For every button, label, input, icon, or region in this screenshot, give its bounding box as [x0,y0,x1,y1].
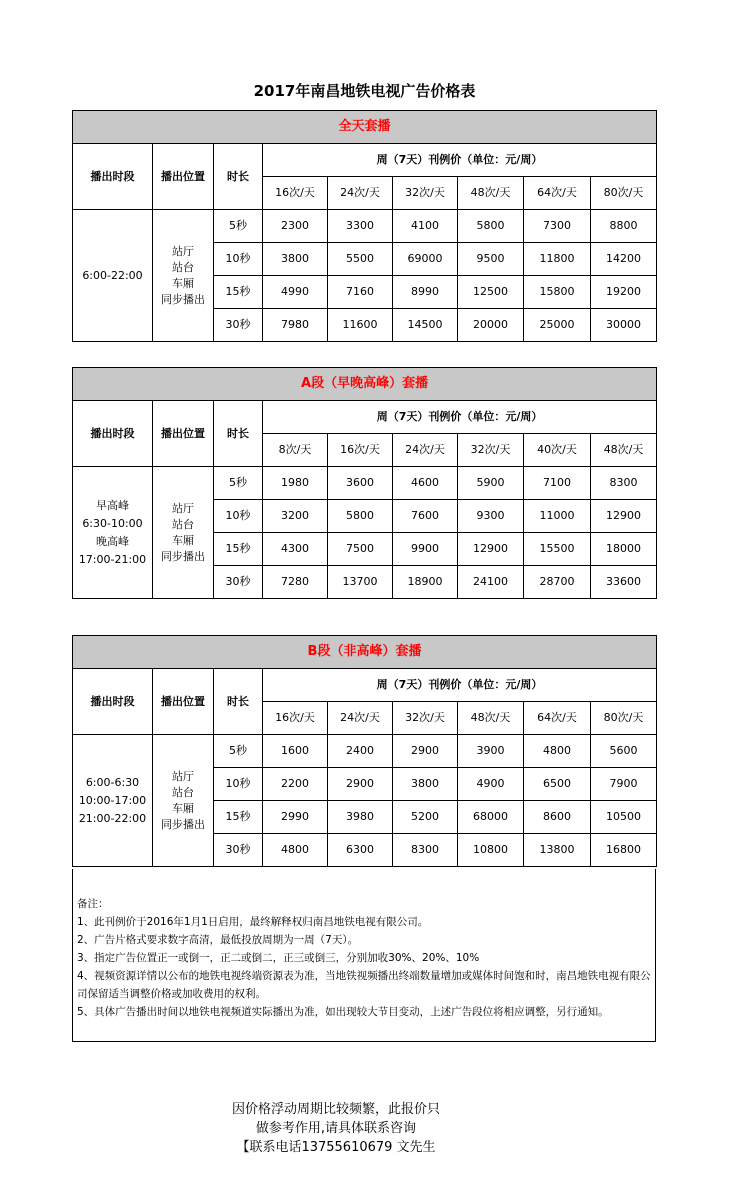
frequency-header: 64次/天 [524,702,591,735]
note-item: 1、此刊例价于2016年1月1日启用，最终解释权归南昌地铁电视有限公司。 [77,916,429,928]
price-cell: 69000 [393,243,458,276]
price-header: 周（7天）刊例价（单位：元/周） [263,401,657,434]
position-line: 站厅 [172,244,194,258]
price-cell: 9300 [458,500,524,533]
price-table-off-peak [72,635,657,867]
price-cell: 3300 [328,210,393,243]
position-line: 站厅 [172,769,194,783]
position-cell [153,735,214,867]
price-cell: 9500 [458,243,524,276]
position-line: 同步播出 [161,817,205,831]
price-cell: 3800 [393,768,458,801]
frequency-header: 16次/天 [328,434,393,467]
position-line: 车厢 [172,801,194,815]
position-line: 站台 [172,260,194,274]
price-cell: 5900 [458,467,524,500]
price-cell: 2300 [263,210,328,243]
time-line: 17:00-21:00 [78,552,147,566]
notes-heading: 备注： [77,898,109,910]
duration-cell: 15秒 [214,801,263,834]
price-cell: 15800 [524,276,591,309]
price-cell: 4600 [393,467,458,500]
price-cell: 7280 [263,566,328,599]
package-title: A段（早晚高峰）套播 [73,368,657,401]
price-cell: 10500 [591,801,657,834]
footer-contact [0,1100,672,1157]
price-cell: 12900 [458,533,524,566]
time-line: 晚高峰 [96,534,129,548]
price-cell: 3800 [263,243,328,276]
price-cell: 4900 [458,768,524,801]
price-cell: 11000 [524,500,591,533]
period-header: 播出时段 [73,401,153,467]
period-header: 播出时段 [73,144,153,210]
time-line: 6:00-22:00 [82,268,143,282]
price-table-peak [72,367,657,599]
price-cell: 8300 [393,834,458,867]
frequency-header: 32次/天 [458,434,524,467]
price-cell: 7600 [393,500,458,533]
duration-header: 时长 [214,401,263,467]
price-cell: 8300 [591,467,657,500]
price-cell: 11600 [328,309,393,342]
position-line: 站厅 [172,501,194,515]
price-cell: 5800 [328,500,393,533]
price-cell: 5500 [328,243,393,276]
price-cell: 7900 [591,768,657,801]
position-header: 播出位置 [153,669,214,735]
price-cell: 19200 [591,276,657,309]
price-cell: 5200 [393,801,458,834]
price-cell: 7300 [524,210,591,243]
footer-contact-line: 【联系电话13755610679 文先生 [236,1140,436,1155]
package-title: 全天套播 [73,111,657,144]
duration-cell: 30秒 [214,566,263,599]
price-cell: 3200 [263,500,328,533]
price-cell: 9900 [393,533,458,566]
price-cell: 7100 [524,467,591,500]
price-table-all-day [72,110,657,342]
price-cell: 2900 [328,768,393,801]
position-line: 同步播出 [161,292,205,306]
price-cell: 8800 [591,210,657,243]
price-cell: 12900 [591,500,657,533]
frequency-header: 40次/天 [524,434,591,467]
position-header: 播出位置 [153,144,214,210]
price-cell: 7980 [263,309,328,342]
price-cell: 11800 [524,243,591,276]
note-item: 5、具体广告播出时间以地铁电视频道实际播出为准，如出现较大节目变动，上述广告段位将相应调整，另行通知。 [77,1006,609,1018]
position-line: 站台 [172,517,194,531]
frequency-header: 8次/天 [263,434,328,467]
frequency-header: 16次/天 [263,177,328,210]
price-cell: 8600 [524,801,591,834]
price-cell: 4800 [524,735,591,768]
footer-line: 做参考作用,请具体联系咨询 [255,1121,417,1136]
time-slot [73,467,153,599]
price-cell: 2900 [393,735,458,768]
frequency-header: 48次/天 [458,177,524,210]
frequency-header: 32次/天 [393,702,458,735]
price-cell: 2200 [263,768,328,801]
position-header: 播出位置 [153,401,214,467]
position-cell [153,467,214,599]
price-cell: 10800 [458,834,524,867]
notes-box [72,869,656,1042]
duration-cell: 5秒 [214,210,263,243]
duration-header: 时长 [214,144,263,210]
time-line: 6:00-6:30 [85,775,140,789]
frequency-header: 80次/天 [591,177,657,210]
price-cell: 7500 [328,533,393,566]
price-cell: 16800 [591,834,657,867]
price-cell: 4100 [393,210,458,243]
position-line: 同步播出 [161,549,205,563]
position-line: 车厢 [172,533,194,547]
price-cell: 3900 [458,735,524,768]
duration-cell: 5秒 [214,735,263,768]
price-cell: 68000 [458,801,524,834]
position-line: 车厢 [172,276,194,290]
duration-cell: 30秒 [214,309,263,342]
frequency-header: 16次/天 [263,702,328,735]
price-cell: 6500 [524,768,591,801]
price-cell: 25000 [524,309,591,342]
price-cell: 3600 [328,467,393,500]
price-cell: 4300 [263,533,328,566]
price-cell: 24100 [458,566,524,599]
price-cell: 3980 [328,801,393,834]
price-cell: 30000 [591,309,657,342]
position-cell [153,210,214,342]
note-item: 3、指定广告位置正一或倒一，正二或倒二，正三或倒三，分别加收30%、20%、10% [77,952,480,964]
duration-cell: 10秒 [214,768,263,801]
price-cell: 33600 [591,566,657,599]
price-cell: 2400 [328,735,393,768]
price-cell: 18900 [393,566,458,599]
frequency-header: 24次/天 [393,434,458,467]
price-cell: 18000 [591,533,657,566]
price-cell: 2990 [263,801,328,834]
price-cell: 1980 [263,467,328,500]
price-cell: 20000 [458,309,524,342]
note-item: 2、广告片格式要求数字高清，最低投放周期为一周（7天）。 [77,934,359,946]
duration-header: 时长 [214,669,263,735]
position-line: 站台 [172,785,194,799]
frequency-header: 32次/天 [393,177,458,210]
frequency-header: 24次/天 [328,702,393,735]
price-cell: 5600 [591,735,657,768]
frequency-header: 80次/天 [591,702,657,735]
price-cell: 8990 [393,276,458,309]
price-cell: 28700 [524,566,591,599]
price-cell: 13800 [524,834,591,867]
page-title: 2017年南昌地铁电视广告价格表 [253,82,476,100]
price-cell: 14200 [591,243,657,276]
duration-cell: 10秒 [214,243,263,276]
duration-cell: 15秒 [214,276,263,309]
duration-cell: 15秒 [214,533,263,566]
duration-cell: 10秒 [214,500,263,533]
price-header: 周（7天）刊例价（单位：元/周） [263,144,657,177]
price-cell: 4990 [263,276,328,309]
frequency-header: 64次/天 [524,177,591,210]
frequency-header: 48次/天 [591,434,657,467]
footer-line: 因价格浮动周期比较频繁，此报价只 [231,1102,440,1117]
time-line: 10:00-17:00 [78,793,147,807]
price-cell: 4800 [263,834,328,867]
package-title: B段（非高峰）套播 [73,636,657,669]
time-line: 6:30-10:00 [82,516,143,530]
price-cell: 14500 [393,309,458,342]
period-header: 播出时段 [73,669,153,735]
price-cell: 7160 [328,276,393,309]
note-item: 4、视频资源详情以公布的地铁电视终端资源表为准，当地铁视频播出终端数量增加或媒体时间饱和时，南昌地铁电视有限公司保留适当调整价格或加收费用的权利。 [77,970,651,1000]
time-line: 早高峰 [96,498,129,512]
time-line: 21:00-22:00 [78,811,147,825]
price-cell: 5800 [458,210,524,243]
price-header: 周（7天）刊例价（单位：元/周） [263,669,657,702]
price-cell: 15500 [524,533,591,566]
frequency-header: 48次/天 [458,702,524,735]
time-slot [73,735,153,867]
time-slot [73,210,153,342]
frequency-header: 24次/天 [328,177,393,210]
duration-cell: 5秒 [214,467,263,500]
duration-cell: 30秒 [214,834,263,867]
price-cell: 12500 [458,276,524,309]
price-cell: 13700 [328,566,393,599]
price-cell: 6300 [328,834,393,867]
price-cell: 1600 [263,735,328,768]
